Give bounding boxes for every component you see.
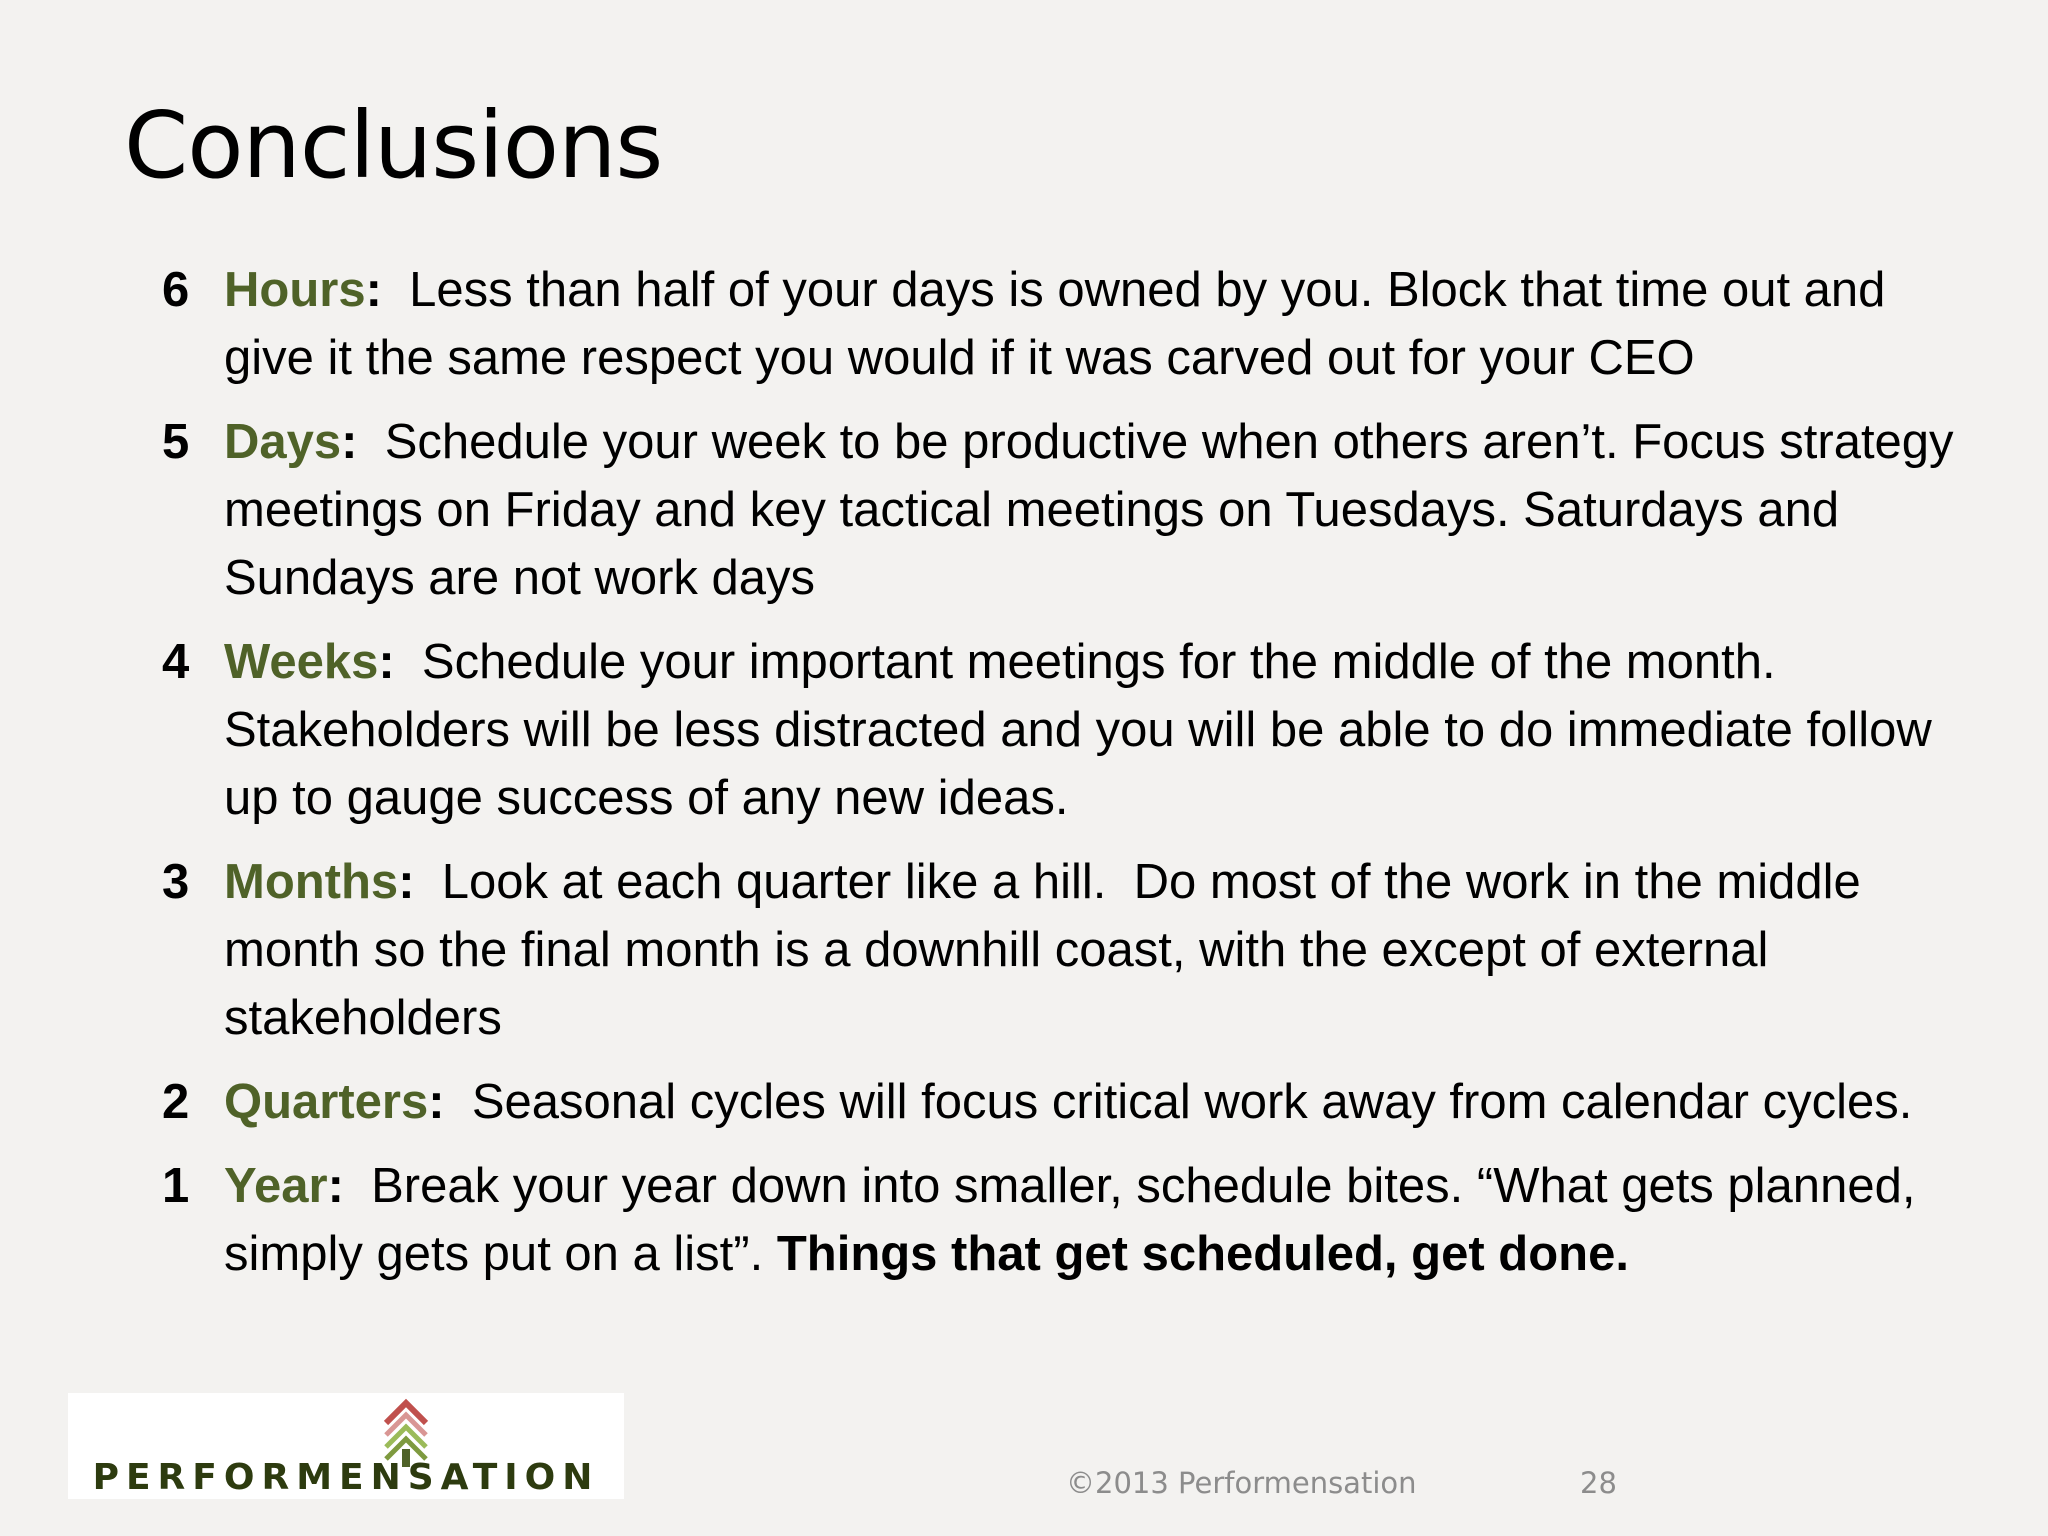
item-body — [224, 408, 1982, 612]
item-text: Seasonal cycles will focus critical work away from calendar cycles. — [444, 1075, 1913, 1129]
item-term: Days — [224, 415, 342, 469]
item-text: Schedule your week to be productive when others aren’t. Focus strategy meetings on Friday and key tactical meetings on Tuesdays. Saturdays and Sundays are not work days — [224, 415, 1968, 605]
list-item — [162, 848, 1982, 1052]
list-item — [162, 628, 1982, 832]
item-colon: : — [428, 1075, 445, 1129]
item-emphasis: Things that get scheduled, get done. — [776, 1227, 1629, 1281]
logo-wordmark: PERFORMENSATION — [92, 1457, 600, 1498]
item-number: 1 — [162, 1159, 190, 1213]
list-item — [162, 256, 1982, 392]
item-colon: : — [378, 635, 395, 689]
item-term: Year — [224, 1159, 328, 1213]
item-body — [224, 1068, 1982, 1136]
item-term: Weeks — [224, 635, 379, 689]
item-body — [224, 1152, 1982, 1288]
conclusions-list — [162, 256, 1982, 1304]
slide-title: Conclusions — [124, 92, 663, 199]
page-number: 28 — [1580, 1466, 1617, 1500]
list-item — [162, 1152, 1982, 1288]
item-text: Look at each quarter like a hill. Do most of the work in the middle month so the final month is a downhill coast, with the except of external stakeholders — [224, 855, 1875, 1045]
item-colon: : — [327, 1159, 344, 1213]
list-item — [162, 408, 1982, 612]
footer-copyright: ©2013 Performensation — [1066, 1466, 1417, 1500]
item-number: 5 — [162, 415, 190, 469]
item-body — [224, 256, 1982, 392]
list-item — [162, 1068, 1982, 1136]
item-body — [224, 848, 1982, 1052]
item-number: 2 — [162, 1075, 190, 1129]
item-colon: : — [398, 855, 415, 909]
item-text: Break your year down into smaller, schedule bites. “What gets planned, simply gets put on a list”. — [224, 1159, 1930, 1281]
item-number: 4 — [162, 635, 190, 689]
item-body — [224, 628, 1982, 832]
item-text: Less than half of your days is owned by you. Block that time out and give it the same respect you would if it was carved out for your CEO — [224, 263, 1900, 385]
item-term: Months — [224, 855, 399, 909]
item-term: Quarters — [224, 1075, 429, 1129]
company-logo — [68, 1393, 624, 1499]
item-number: 6 — [162, 263, 190, 317]
item-colon: : — [365, 263, 382, 317]
item-text: Schedule your important meetings for the middle of the month. Stakeholders will be less distracted and you will be able to do immediate follow up to gauge success of any new ideas. — [224, 635, 1946, 825]
item-colon: : — [341, 415, 358, 469]
item-term: Hours — [224, 263, 366, 317]
item-number: 3 — [162, 855, 190, 909]
